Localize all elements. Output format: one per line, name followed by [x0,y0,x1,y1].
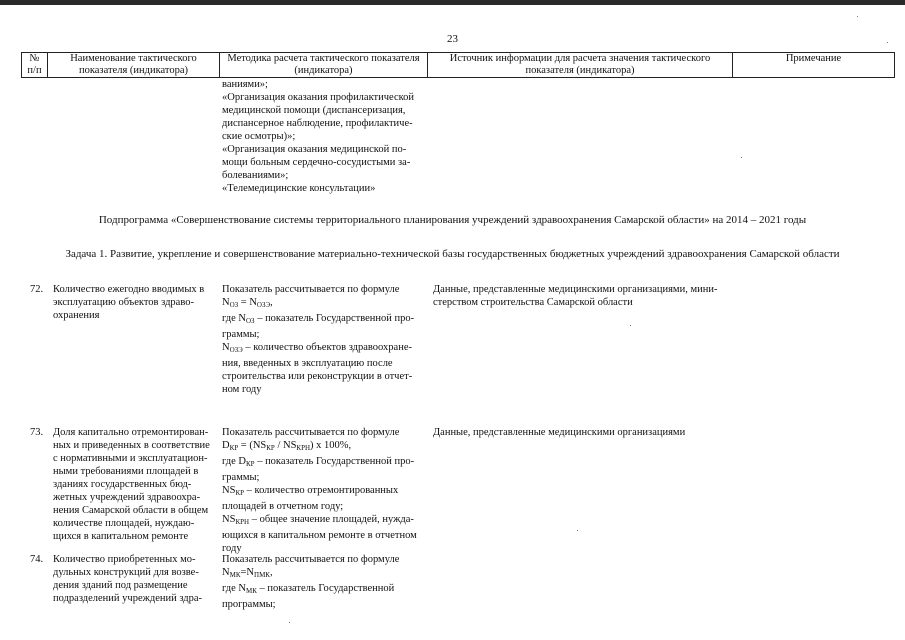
row-indicator-name: Доля капитально отремонтирован- ных и приведенных в соответствие с нормативными и эксплуатацион- ными требованиями площадей в зданиях государственных бюд- жетных учреждений здравоохра- нения Самарской области в общем количестве площадей, нуждаю- щихся в капитальном ремонте [53,427,210,542]
row-number: 73. [30,427,44,438]
scan-speck [887,42,888,43]
scan-speck [577,530,578,531]
scan-speck [741,157,742,158]
row-number: 72. [30,284,44,295]
row-indicator-name: Количество приобретенных мо- дульных конструкций для возве- дения зданий под размещение подразделений учреждений здра- [53,554,203,604]
method-continuation: ваниями»; «Организация оказания профилактической медицинской помощи (диспансеризация, диспансерное наблюдение, профилактиче- ские осмотры)»; «Организация оказания медицинской по- мощи больным сердечно-сосудистыми за- болеваниями»; «Телемедицинские консультации» [222,79,415,194]
scan-speck [857,16,858,17]
header-col-note: Примечание [733,53,895,78]
header-col-source: Источник информации для расчета значения тактического показателя (индикатора) [428,53,733,78]
task-heading: Задача 1. Развитие, укрепление и совершенствование материально-технической базы государственных бюджетных учреждений здравоохранения Самарской области [65,248,840,260]
row-source: Данные, представленные медицинскими организациями, мини- стерством строительства Самарской области [433,284,718,308]
header-col-number: № п/п [22,53,48,78]
header-col-method: Методика расчета тактического показателя (индикатора) [220,53,428,78]
scan-speck [289,622,290,623]
row-method: Показатель рассчитывается по формуле $D_{КР} = (NS_{КР} / NS_{КРН})$ х 100%, где $D_{КР}$ – показатель Государственной про- граммы; $NS_{КР}$ – количество отремонтированных площадей в отчетном году; $NS_{КРН}$ – общее значение площадей, нужда- ющихся в капитальном ремонте в отчетном году [222,427,417,554]
page-number: 23 [447,33,458,45]
row-method: Показатель рассчитывается по формуле $N_{МК}=N_{ПМК}$, где $N_{МК}$ – показатель Государственной программы; [222,554,400,610]
table-header [21,52,895,78]
subprogram-heading: Подпрограмма «Совершенствование системы территориального планирования учреждений здравоохранения Самарской области» на 2014 – 2021 годы [98,214,807,226]
row-indicator-name: Количество ежегодно вводимых в эксплуатацию объектов здраво- охранения [53,284,205,321]
scan-speck [630,325,631,326]
header-col-name: Наименование тактического показателя (индикатора) [48,53,220,78]
scan-top-border [0,0,905,5]
row-method: Показатель рассчитывается по формуле $N_{ОЗ} = N_{ОЗЭ}$, где $N_{ОЗ}$ – показатель Государственной про- граммы; $N_{ОЗЭ}$ – количество объектов здравоохране- ния, введенных в эксплуатацию после строительства или реконструкции в отчет- ном году [222,284,415,395]
row-source: Данные, представленные медицинскими организациями [433,427,686,438]
row-number: 74. [30,554,44,565]
